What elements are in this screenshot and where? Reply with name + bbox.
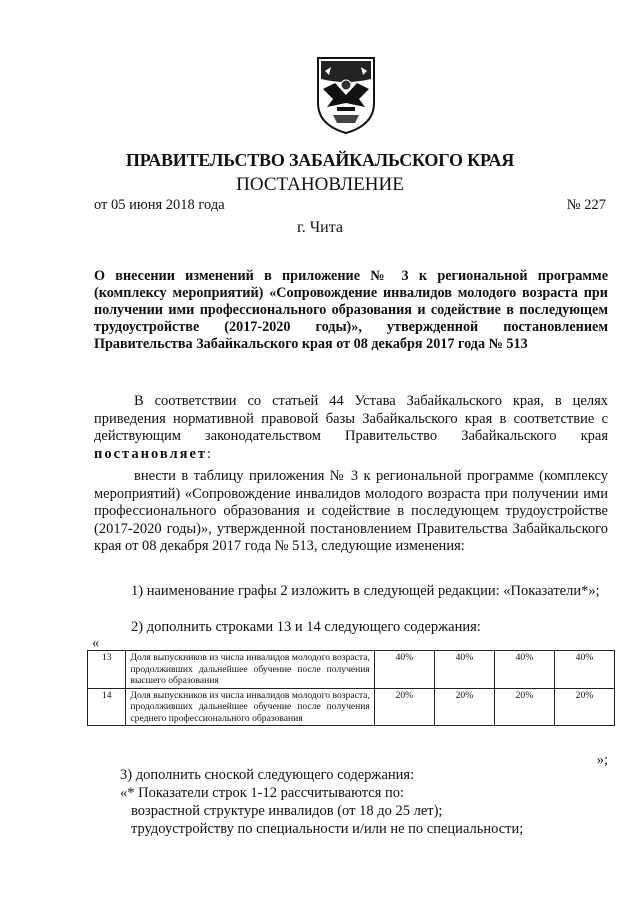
footnote-intro: «* Показатели строк 1-12 рассчитываются по: <box>120 785 405 801</box>
preamble-text: В соответствии со статьей 44 Устава Забайкальского края, в целях приведения нормативной правовой базы Забайкальского края в соответствие с действующим законодательством Правительство Забайкальского края <box>94 393 608 444</box>
document-subject: О внесении изменений в приложение № 3 к региональной программе (комплексу мероприятий) «Сопровождение инвалидов молодого возраста при получении ими профессионального образования и содействие в последующем трудоустройстве (2017-2020 годы)», утвержденной постановлением Правительства Забайкальского края от 08 декабря 2017 года № 513 <box>94 268 608 352</box>
document-number: № 227 <box>566 197 606 213</box>
opening-quote: « <box>92 635 100 651</box>
government-title: ПРАВИТЕЛЬСТВО ЗАБАЙКАЛЬСКОГО КРАЯ <box>125 150 515 170</box>
footnote-item-age: возрастной структуре инвалидов (от 18 до 25 лет); <box>131 803 443 819</box>
table-row <box>88 688 615 726</box>
change-item-1: 1) наименование графы 2 изложить в следующей редакции: «Показатели*»; <box>131 583 600 599</box>
table-row <box>88 651 615 689</box>
row-value: 20% <box>434 688 494 726</box>
row-number: 14 <box>88 688 126 726</box>
row-description: Доля выпускников из числа инвалидов молодого возраста, продолживших дальнейшее обучение после получения среднего профессионального образования <box>126 688 374 726</box>
row-value: 20% <box>374 688 434 726</box>
amendment-table <box>87 650 615 726</box>
row-description: Доля выпускников из числа инвалидов молодого возраста, продолживших дальнейшее обучение после получения высшего образования <box>126 651 374 689</box>
document-type: ПОСТАНОВЛЕНИЕ <box>236 174 404 195</box>
row-value: 20% <box>554 688 614 726</box>
row-value: 40% <box>554 651 614 689</box>
row-value: 40% <box>374 651 434 689</box>
resolution-paragraph: внести в таблицу приложения № 3 к региональной программе (комплексу мероприятий) «Сопровождение инвалидов молодого возраста при получении ими профессионального образования и содействие в последующем трудоустройстве (2017-2020 годы)», утвержденной постановлением Правительства Забайкальского края от 08 декабря 2017 года № 513, следующие изменения: <box>94 468 608 554</box>
change-item-2: 2) дополнить строками 13 и 14 следующего содержания: <box>131 619 481 635</box>
coat-of-arms-icon <box>315 55 377 135</box>
preamble-paragraph <box>94 393 608 463</box>
row-number: 13 <box>88 651 126 689</box>
change-item-3: 3) дополнить сноской следующего содержания: <box>120 767 415 783</box>
document-city: г. Чита <box>296 219 343 236</box>
row-value: 20% <box>494 688 554 726</box>
document-date: от 05 июня 2018 года <box>94 197 225 213</box>
row-value: 40% <box>494 651 554 689</box>
resolves-keyword: постановляет <box>94 445 208 462</box>
preamble-colon: : <box>207 445 212 462</box>
closing-quote: »; <box>596 752 608 768</box>
footnote-item-employment: трудоустройству по специальности и/или не по специальности; <box>131 821 524 837</box>
row-value: 40% <box>434 651 494 689</box>
